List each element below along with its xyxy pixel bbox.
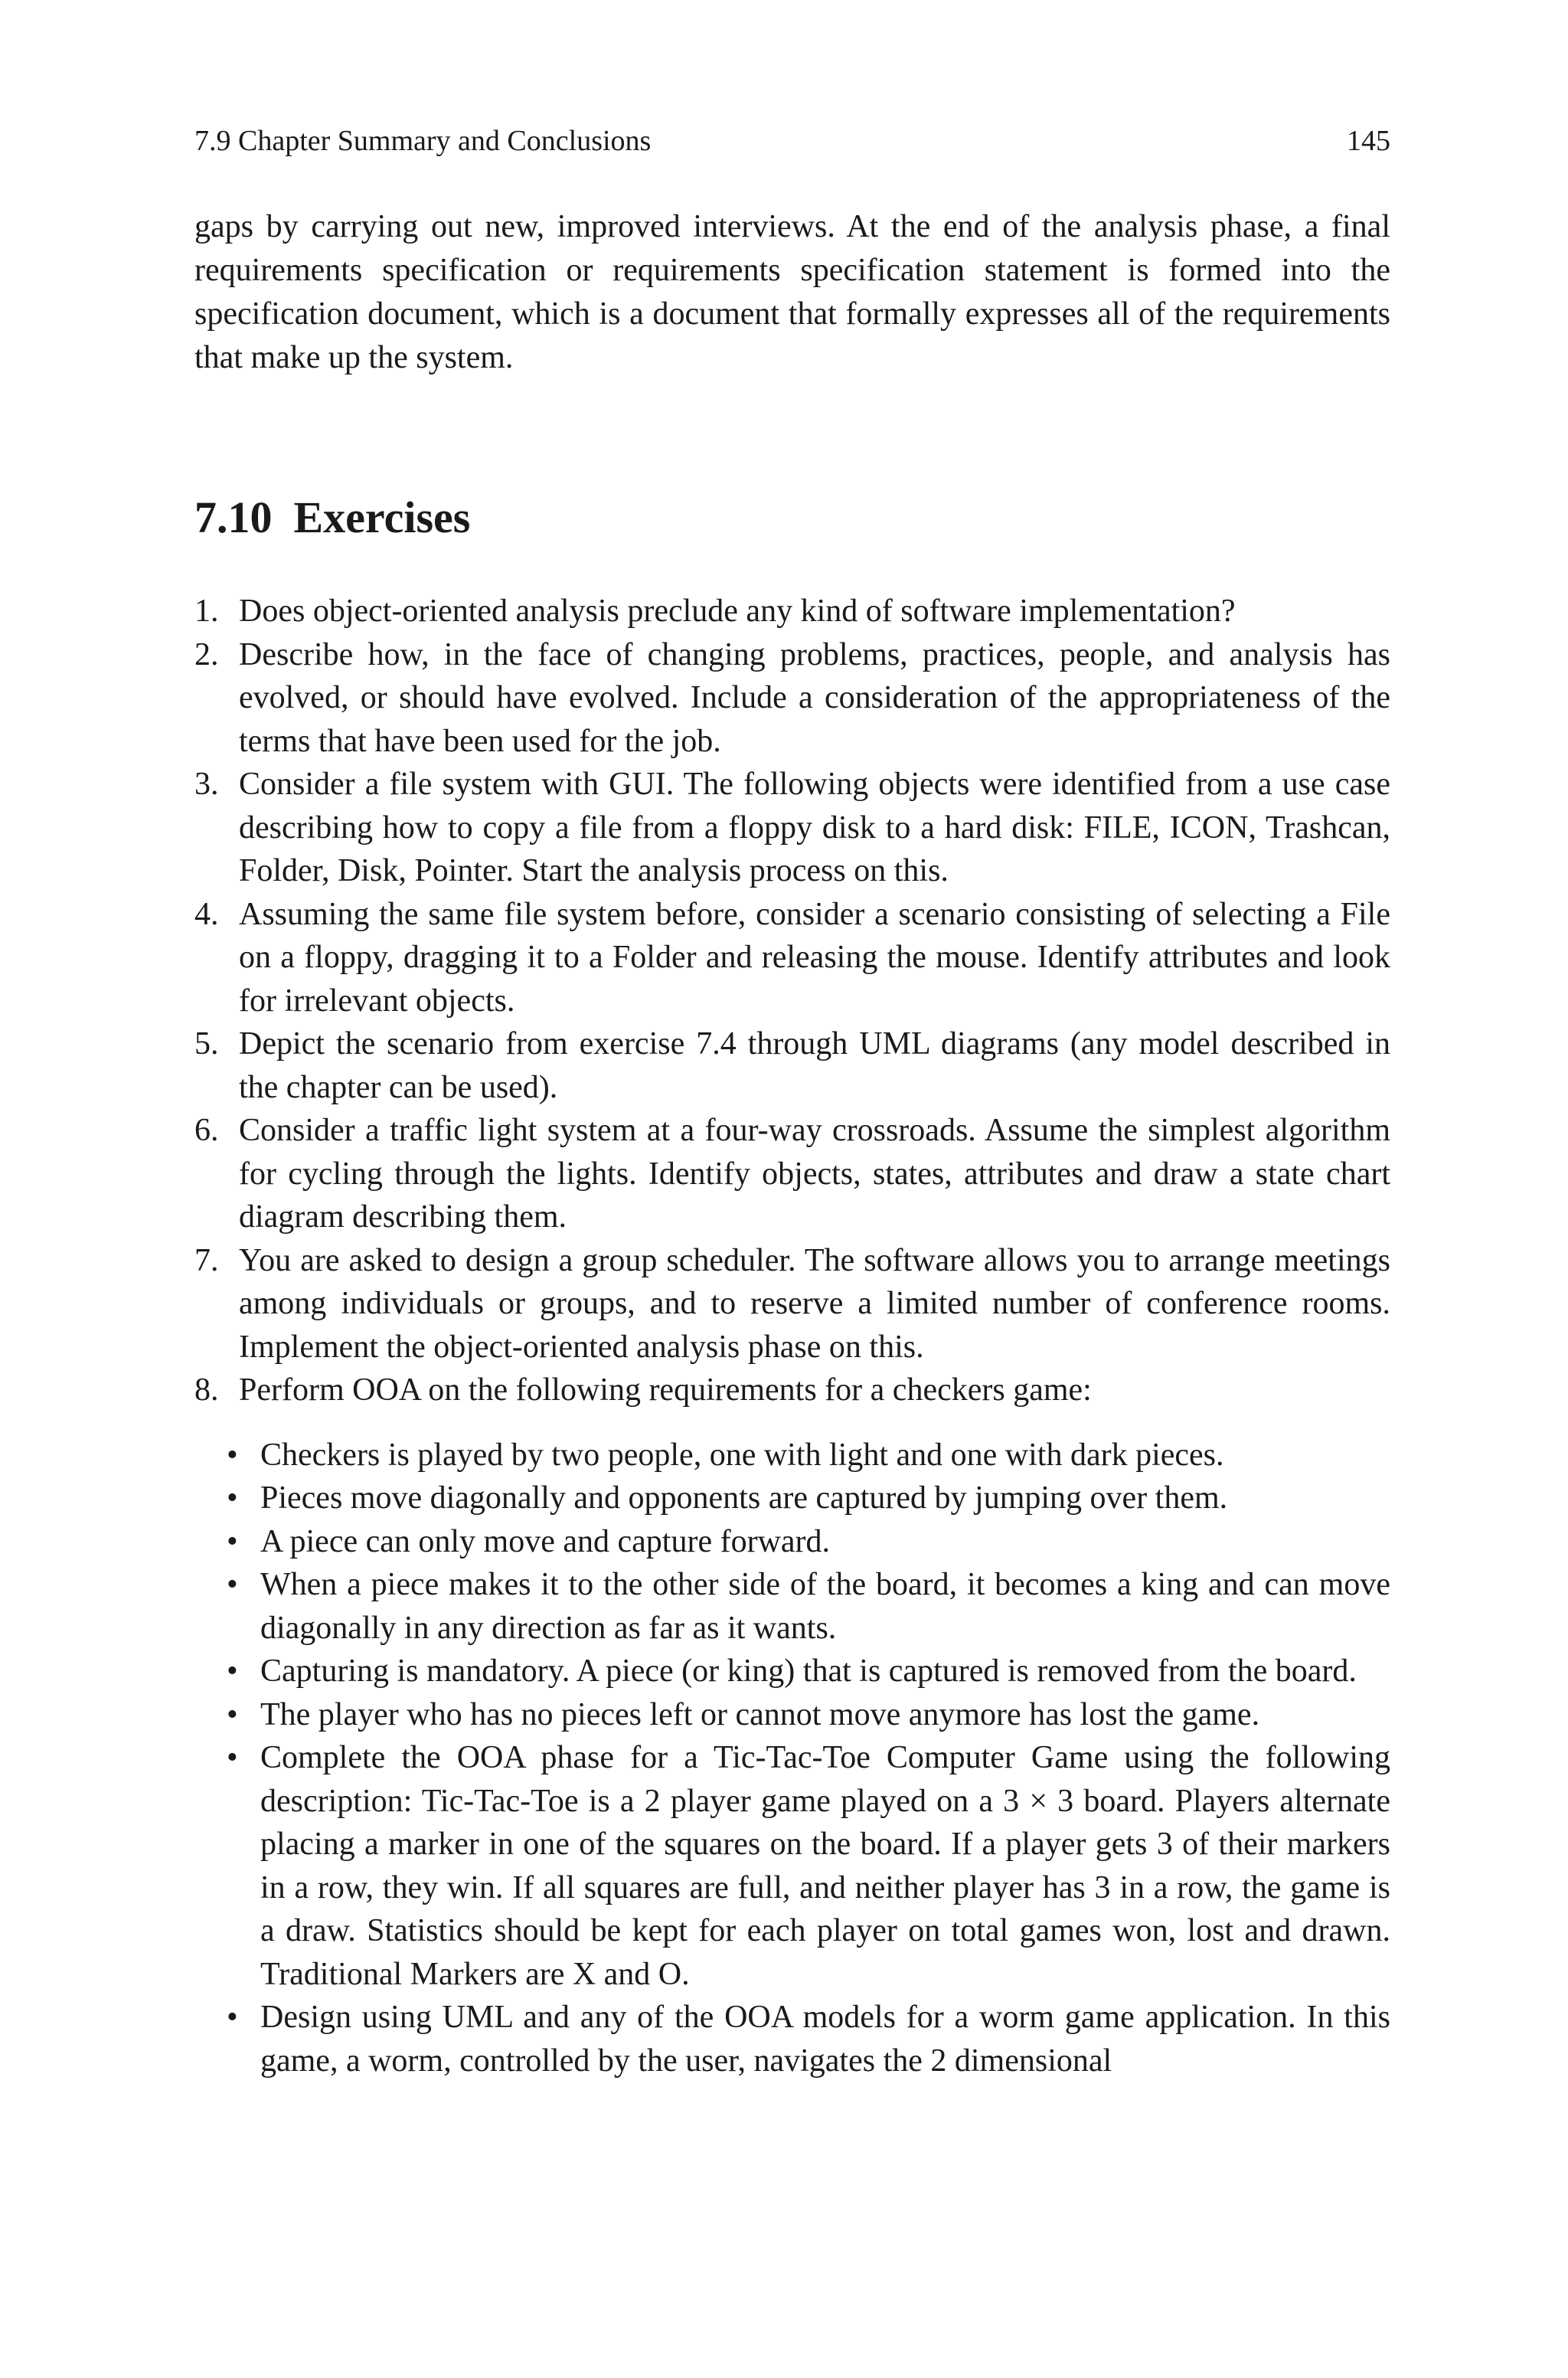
book-page (194, 123, 1390, 2082)
exercise-number: 1. (194, 594, 219, 629)
exercise-text: Depict the scenario from exercise 7.4 through UML diagrams (any model described in the chapter can be used). (239, 1026, 1390, 1105)
bullet-item (194, 1693, 1390, 1737)
bullet-icon: • (227, 1740, 238, 1775)
bullet-icon: • (227, 1653, 238, 1689)
exercise-item (194, 763, 1390, 893)
bullet-item (194, 1434, 1390, 1477)
section-title: Exercises (293, 492, 471, 542)
exercise-item (194, 1239, 1390, 1369)
header-section-title: 7.9 Chapter Summary and Conclusions (194, 125, 652, 157)
bullet-text: When a piece makes it to the other side of the board, it becomes a king and can move diagonally in any direction as far as it wants. (260, 1567, 1390, 1646)
bullet-icon: • (227, 2000, 238, 2035)
intro-paragraph: gaps by carrying out new, improved interviews. At the end of the analysis phase, a final requirements specification or requirements specification statement is formed into the specification document, which is a document that formally expresses all of the requirements that make up the system. (194, 209, 1390, 375)
exercise-text: Assuming the same file system before, consider a scenario consisting of selecting a File on a floppy, dragging it to a Folder and releasing the mouse. Identify attributes and look for irrelevant objects. (239, 896, 1390, 1019)
bullet-item (194, 1736, 1390, 1996)
bullet-item (194, 1996, 1390, 2082)
exercise-text: Perform OOA on the following requirements for a checkers game: (239, 1372, 1092, 1408)
running-header (194, 123, 1390, 159)
exercise-text: You are asked to design a group scheduler. The software allows you to arrange meetings among individuals or groups, and to reserve a limited number of conference rooms. Implement the object-oriented analysis phase on this. (239, 1242, 1390, 1365)
bullet-icon: • (227, 1523, 238, 1559)
exercise-item (194, 893, 1390, 1023)
bullet-icon: • (227, 1480, 238, 1516)
bullet-icon: • (227, 1567, 238, 1602)
bullet-text: Checkers is played by two people, one with light and one with dark pieces. (260, 1437, 1224, 1473)
bullet-text: Pieces move diagonally and opponents are captured by jumping over them. (260, 1480, 1228, 1516)
bullet-text: Complete the OOA phase for a Tic-Tac-Toe Computer Game using the following description: Tic-Tac-Toe is a 2 player game played on a 3 × 3 board. Players alternate placing a marker in one of the squares on the board. If a player gets 3 of their markers in a row, they win. If all squares are full, and neither player has 3 in a row, the game is a draw. Statistics should be kept for each player on total games won, lost and drawn. Traditional Markers are X and O. (260, 1740, 1390, 1992)
bullet-text: Design using UML and any of the OOA models for a worm game application. In this game, a worm, controlled by the user, navigates the 2 dimensional (260, 2000, 1390, 2079)
bullet-item (194, 1650, 1390, 1693)
exercise-item (194, 1109, 1390, 1239)
bullet-icon: • (227, 1437, 238, 1473)
bullet-item (194, 1563, 1390, 1650)
exercise-text: Consider a traffic light system at a four-way crossroads. Assume the simplest algorithm for cycling through the lights. Identify objects, states, attributes and draw a state chart diagram describing them. (239, 1113, 1390, 1235)
exercise-number: 8. (194, 1372, 219, 1408)
exercise-number: 5. (194, 1026, 219, 1061)
bullet-text: Capturing is mandatory. A piece (or king) that is captured is removed from the board. (260, 1653, 1357, 1689)
exercise-number: 6. (194, 1113, 219, 1148)
exercise-text: Describe how, in the face of changing problems, practices, people, and analysis has evolved, or should have evolved. Include a consideration of the appropriateness of the terms that have been used for the job. (239, 636, 1390, 759)
bullet-text: A piece can only move and capture forward. (260, 1523, 831, 1559)
section-heading (194, 490, 1390, 545)
section-number: 7.10 (194, 492, 273, 542)
bullet-text: The player who has no pieces left or cannot move anymore has lost the game. (260, 1696, 1260, 1732)
bullet-icon: • (227, 1696, 238, 1732)
bullet-item (194, 1520, 1390, 1564)
exercise-item (194, 1369, 1390, 1412)
exercise-number: 7. (194, 1242, 219, 1278)
bullet-item (194, 1477, 1390, 1520)
exercise-number: 3. (194, 767, 219, 802)
exercise-list (194, 590, 1390, 1412)
page-number: 145 (1347, 125, 1390, 157)
exercise-item (194, 1022, 1390, 1109)
exercise-item (194, 590, 1390, 633)
exercise-text: Does object-oriented analysis preclude any kind of software implementation? (239, 594, 1236, 629)
exercise-number: 2. (194, 636, 219, 672)
checkers-requirements-list (194, 1434, 1390, 2083)
exercise-text: Consider a file system with GUI. The following objects were identified from a use case describing how to copy a file from a floppy disk to a hard disk: FILE, ICON, Trashcan, Folder, Disk, Pointer. Start the analysis process on this. (239, 767, 1390, 888)
exercise-number: 4. (194, 896, 219, 932)
exercise-item (194, 633, 1390, 764)
